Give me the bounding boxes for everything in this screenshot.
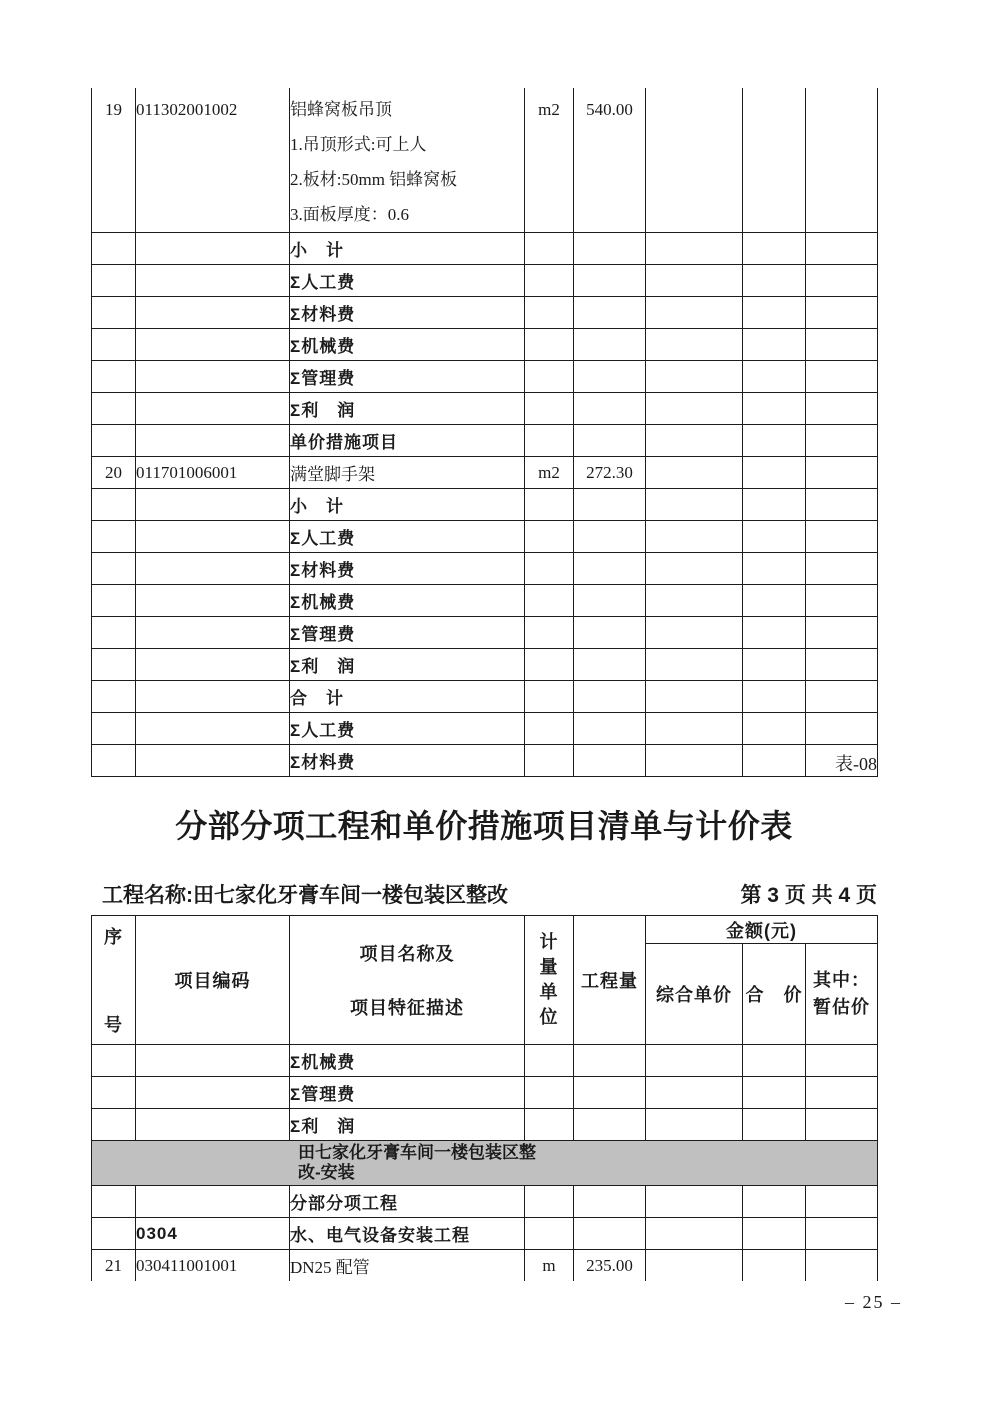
header-estimate (806, 944, 878, 1045)
cell-code (136, 329, 290, 361)
cell-estimate (806, 265, 878, 297)
cell-total-price (743, 1250, 806, 1282)
cell-name (290, 88, 525, 233)
table-row (92, 489, 878, 521)
cell-total-price (743, 393, 806, 425)
cell-seq (92, 585, 136, 617)
cell-qty (574, 649, 646, 681)
meta-line (91, 879, 877, 909)
cell-unit (525, 585, 574, 617)
cell-estimate (806, 649, 878, 681)
cell-unit-price (646, 425, 743, 457)
section-title: 田七家化牙膏车间一楼包装区整改-安装 (298, 1143, 536, 1182)
cell-code (136, 1109, 290, 1141)
cell-qty (574, 329, 646, 361)
header-estimate-line2: 暂估价 (813, 997, 870, 1018)
table-row (92, 265, 878, 297)
cell-total-price (743, 521, 806, 553)
summary-label: Σ材料费 (290, 553, 525, 585)
cell-seq (92, 425, 136, 457)
summary-label: 小 计 (290, 233, 525, 265)
section-row (92, 1141, 878, 1186)
cell-estimate (806, 553, 878, 585)
item-feature: 2.板材:50mm 铝蜂窝板 (290, 170, 458, 189)
cell-unit-price (646, 329, 743, 361)
table-row (92, 1045, 878, 1077)
cell-total-price (743, 1218, 806, 1250)
cell-estimate (806, 425, 878, 457)
cell-code: 030411001001 (136, 1250, 290, 1282)
cell-seq (92, 265, 136, 297)
cell-estimate (806, 329, 878, 361)
header-amount-group: 金额(元) (646, 916, 878, 944)
cell-estimate (806, 1045, 878, 1077)
cell-unit-price (646, 457, 743, 489)
table-row (92, 617, 878, 649)
cell-qty (574, 393, 646, 425)
cell-unit-price (646, 1186, 743, 1218)
cell-unit (525, 1045, 574, 1077)
summary-label: Σ材料费 (290, 297, 525, 329)
cell-unit (525, 489, 574, 521)
cell-estimate (806, 617, 878, 649)
table-row (92, 329, 878, 361)
header-unit-price: 综合单价 (646, 944, 743, 1045)
cell-qty (574, 1186, 646, 1218)
cell-unit (525, 553, 574, 585)
summary-label: Σ利 润 (290, 393, 525, 425)
cell-total-price (743, 1045, 806, 1077)
cell-unit: m2 (525, 457, 574, 489)
cell-total-price (743, 649, 806, 681)
summary-label: Σ管理费 (290, 617, 525, 649)
cell-code (136, 681, 290, 713)
header-name-line1: 项目名称及 (359, 944, 455, 964)
cell-total-price (743, 553, 806, 585)
cell-estimate (806, 681, 878, 713)
cell-unit (525, 649, 574, 681)
table-row (92, 361, 878, 393)
cell-unit (525, 1077, 574, 1109)
header-name (290, 916, 525, 1045)
cell-estimate (806, 1109, 878, 1141)
cell-unit-price (646, 585, 743, 617)
cell-qty (574, 585, 646, 617)
cell-qty (574, 681, 646, 713)
cell-unit (525, 1186, 574, 1218)
table-row (92, 88, 878, 233)
cell-total-price (743, 233, 806, 265)
table-row (92, 649, 878, 681)
cell-code (136, 361, 290, 393)
cell-code (136, 553, 290, 585)
item-name: 铝蜂窝板吊顶 (290, 100, 392, 119)
header-qty: 工程量 (574, 916, 646, 1045)
cell-code (136, 617, 290, 649)
cell-unit-price (646, 649, 743, 681)
cell-estimate (806, 88, 878, 233)
header-code: 项目编码 (136, 916, 290, 1045)
cell-unit-price (646, 297, 743, 329)
cell-name: 水、电气设备安装工程 (290, 1218, 525, 1250)
cell-unit (525, 329, 574, 361)
cell-code (136, 713, 290, 745)
cell-code (136, 521, 290, 553)
cell-unit-price (646, 1109, 743, 1141)
cell-seq (92, 681, 136, 713)
cell-unit-price (646, 521, 743, 553)
cell-estimate (806, 521, 878, 553)
cell-qty (574, 1045, 646, 1077)
cell-unit-price (646, 393, 743, 425)
item-code: 011302001002 (136, 100, 238, 119)
summary-label: Σ材料费 (290, 745, 525, 777)
cell-qty (574, 361, 646, 393)
cell-seq (92, 233, 136, 265)
cell-code (136, 233, 290, 265)
cell-code: 0304 (136, 1218, 290, 1250)
cell-qty: 235.00 (574, 1250, 646, 1282)
header-seq (92, 916, 136, 1045)
cell-seq: 20 (92, 457, 136, 489)
cell-seq (92, 553, 136, 585)
cell-seq (92, 393, 136, 425)
cell-total-price (743, 297, 806, 329)
cell-seq (92, 521, 136, 553)
cell-total-price (743, 489, 806, 521)
cell-total-price (743, 617, 806, 649)
summary-label: Σ利 润 (290, 1109, 525, 1141)
summary-label: Σ管理费 (290, 1077, 525, 1109)
cell-unit (525, 681, 574, 713)
cell-seq (92, 1109, 136, 1141)
item-feature: 1.吊顶形式:可上人 (290, 135, 427, 154)
cell-estimate (806, 297, 878, 329)
cell-unit-price (646, 265, 743, 297)
cell-unit-price (646, 1250, 743, 1282)
cell-estimate (806, 233, 878, 265)
header-seq-top: 序 (104, 927, 123, 947)
cell-estimate (806, 361, 878, 393)
cell-unit-price (646, 233, 743, 265)
cell-seq (92, 297, 136, 329)
cell-unit (525, 297, 574, 329)
cell-seq (92, 1045, 136, 1077)
cell-unit (525, 1218, 574, 1250)
table-row (92, 425, 878, 457)
cell-seq (92, 361, 136, 393)
cell-estimate (806, 457, 878, 489)
cell-unit-price (646, 1045, 743, 1077)
cell-code (136, 88, 290, 233)
summary-label: Σ机械费 (290, 1045, 525, 1077)
cell-qty (574, 617, 646, 649)
cell-code (136, 265, 290, 297)
cell-total-price (743, 329, 806, 361)
cell-estimate (806, 1077, 878, 1109)
table-row (92, 585, 878, 617)
cell-code (136, 649, 290, 681)
cell-code (136, 425, 290, 457)
summary-label: 合 计 (290, 681, 525, 713)
cell-seq (92, 617, 136, 649)
cell-total-price (743, 457, 806, 489)
project-name: 工程名称:田七家化牙膏车间一楼包装区整改 (102, 884, 508, 907)
cell-unit-price (646, 617, 743, 649)
cell-unit (525, 233, 574, 265)
table-row (92, 1250, 878, 1282)
page-indicator: 第 3 页 共 4 页 (740, 884, 877, 907)
header-estimate-line1: 其中： (813, 970, 870, 991)
cell-code (136, 585, 290, 617)
cell-unit: m2 (525, 88, 574, 233)
cell-unit (525, 265, 574, 297)
header-unit (525, 916, 574, 1045)
cell-code: 011701006001 (136, 457, 290, 489)
cell-unit-price (646, 553, 743, 585)
cell-total-price (743, 1186, 806, 1218)
cell-estimate (806, 1186, 878, 1218)
header-seq-bottom: 号 (104, 1015, 123, 1035)
cell-code (136, 297, 290, 329)
cell-unit-price (646, 88, 743, 233)
page-number: – 25 – (845, 1292, 902, 1312)
cell-unit-price (646, 1077, 743, 1109)
bottom-table (91, 915, 878, 1281)
cell-qty (574, 553, 646, 585)
cell-unit (525, 425, 574, 457)
summary-label: Σ利 润 (290, 649, 525, 681)
summary-label: Σ机械费 (290, 585, 525, 617)
summary-label: 小 计 (290, 489, 525, 521)
cell-unit-price (646, 713, 743, 745)
table-row (92, 1077, 878, 1109)
cell-unit: m (525, 1250, 574, 1282)
table-row (92, 553, 878, 585)
header-unit-text: 计量单位 (539, 932, 559, 1027)
section-label: 分部分项工程 (290, 1186, 525, 1218)
cell-estimate (806, 585, 878, 617)
section-label: 单价措施项目 (290, 425, 525, 457)
cell-qty (574, 1077, 646, 1109)
cell-qty (574, 1109, 646, 1141)
cell-unit-price (646, 1218, 743, 1250)
cell-total-price (743, 1077, 806, 1109)
cell-seq: 19 (92, 88, 136, 233)
cell-name: DN25 配管 (290, 1250, 525, 1282)
table-row (92, 457, 878, 489)
header-row (92, 916, 878, 944)
cell-estimate (806, 1218, 878, 1250)
cell-total-price (743, 1109, 806, 1141)
top-table (91, 88, 878, 777)
cell-seq (92, 649, 136, 681)
table-row (92, 1109, 878, 1141)
table-row (92, 1218, 878, 1250)
cell-estimate (806, 713, 878, 745)
cell-unit (525, 361, 574, 393)
cell-unit (525, 617, 574, 649)
cell-unit-price (646, 681, 743, 713)
cell-seq (92, 329, 136, 361)
cell-total-price (743, 425, 806, 457)
cell-qty: 540.00 (574, 88, 646, 233)
cell-code (136, 489, 290, 521)
cell-seq: 21 (92, 1250, 136, 1282)
cell-unit-price (646, 361, 743, 393)
summary-label: Σ人工费 (290, 713, 525, 745)
table-row (92, 297, 878, 329)
section-cell (92, 1141, 878, 1186)
cell-unit (525, 521, 574, 553)
cell-code (136, 1186, 290, 1218)
cell-seq (92, 1218, 136, 1250)
header-total-price: 合 价 (743, 944, 806, 1045)
cell-total-price (743, 265, 806, 297)
cell-total-price (743, 88, 806, 233)
cell-code (136, 1045, 290, 1077)
cell-qty (574, 713, 646, 745)
cell-unit-price (646, 489, 743, 521)
summary-label: Σ人工费 (290, 521, 525, 553)
cell-estimate (806, 1250, 878, 1282)
cell-qty (574, 1218, 646, 1250)
table-row (92, 233, 878, 265)
cell-name: 满堂脚手架 (290, 457, 525, 489)
cell-qty (574, 233, 646, 265)
table-row (92, 681, 878, 713)
item-feature: 3.面板厚度：0.6 (290, 205, 409, 224)
cell-code (136, 393, 290, 425)
cell-seq (92, 713, 136, 745)
cell-qty (574, 521, 646, 553)
cell-unit (525, 1109, 574, 1141)
cell-qty (574, 489, 646, 521)
cell-qty: 272.30 (574, 457, 646, 489)
cell-total-price (743, 681, 806, 713)
cell-qty (574, 297, 646, 329)
table-row (92, 521, 878, 553)
cell-total-price (743, 585, 806, 617)
cell-code (136, 1077, 290, 1109)
cell-seq (92, 489, 136, 521)
cell-estimate (806, 393, 878, 425)
table-row (92, 713, 878, 745)
cell-unit (525, 713, 574, 745)
summary-label: Σ人工费 (290, 265, 525, 297)
page-title: 分部分项工程和单价措施项目清单与计价表 (175, 808, 793, 844)
cell-total-price (743, 361, 806, 393)
cell-seq (92, 1077, 136, 1109)
cell-unit (525, 393, 574, 425)
cell-seq (92, 1186, 136, 1218)
summary-label: Σ机械费 (290, 329, 525, 361)
cell-total-price (743, 713, 806, 745)
table-row (92, 393, 878, 425)
summary-label: Σ管理费 (290, 361, 525, 393)
cell-qty (574, 425, 646, 457)
cell-estimate (806, 489, 878, 521)
table-row (92, 1186, 878, 1218)
header-name-line2: 项目特征描述 (350, 998, 464, 1018)
table-ref: 表-08 (835, 754, 877, 774)
cell-qty (574, 265, 646, 297)
